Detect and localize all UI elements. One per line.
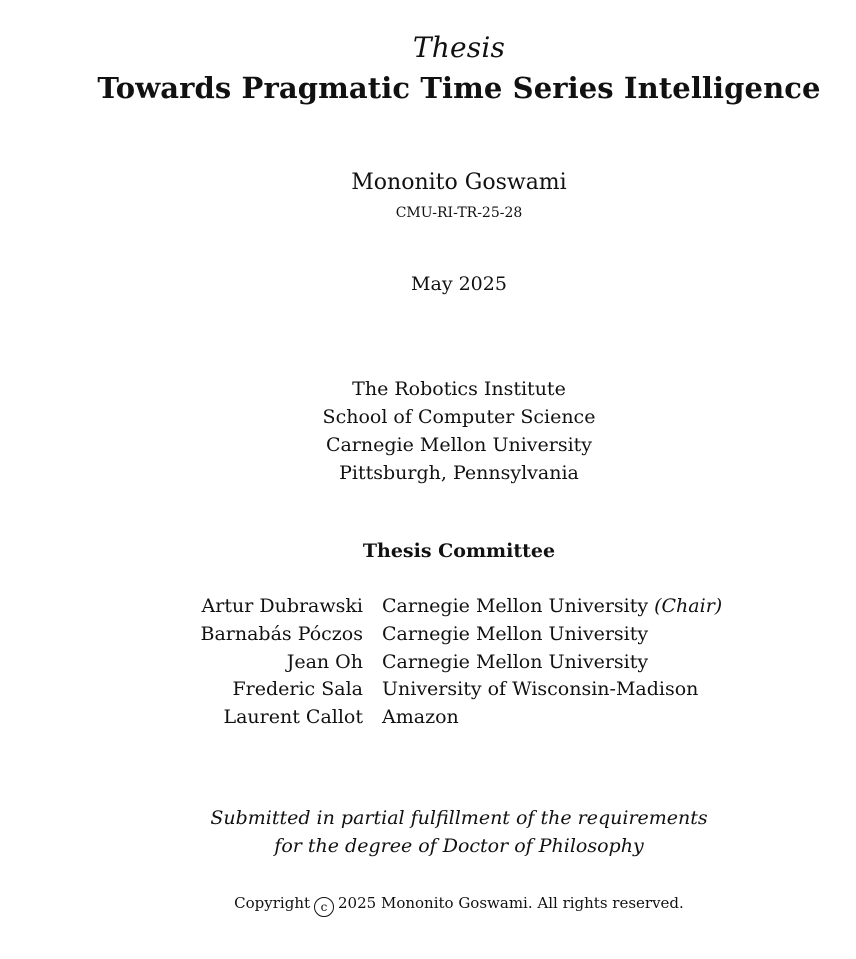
thesis-title: Towards Pragmatic Time Series Intelligence (97, 71, 821, 105)
submission-line: Submitted in partial fulfillment of the requirements (210, 807, 708, 829)
committee-member-row (0, 593, 856, 621)
copyright-symbol-icon: c (314, 897, 334, 917)
member-name: Barnabás Póczos (200, 622, 363, 645)
member-name: Laurent Callot (223, 706, 363, 729)
submission-line: for the degree of Doctor of Philosophy (274, 835, 644, 857)
member-name: Artur Dubrawski (201, 595, 363, 617)
member-affiliation (363, 593, 722, 621)
committee-heading: Thesis Committee (362, 540, 556, 562)
submission-date: May 2025 (411, 273, 507, 295)
committee-list (0, 593, 856, 732)
member-affiliation-text: Amazon (382, 706, 459, 729)
member-role: (Chair) (654, 595, 723, 617)
member-affiliation-text: Carnegie Mellon University (382, 595, 649, 617)
member-affiliation-text: Carnegie Mellon University (382, 650, 649, 673)
author-name: Mononito Goswami (351, 170, 567, 195)
copyright-prefix: Copyright (234, 894, 311, 912)
institution-line: Carnegie Mellon University (325, 434, 593, 456)
report-number: CMU-RI-TR-25-28 (395, 205, 523, 221)
institution-line: The Robotics Institute (352, 378, 566, 400)
member-affiliation-text: Carnegie Mellon University (382, 622, 649, 645)
member-affiliation (363, 649, 648, 677)
copyright-notice (0, 892, 856, 917)
institution-line: Pittsburgh, Pennsylvania (339, 462, 579, 484)
document-type-label: Thesis (412, 31, 506, 64)
committee-member-row (0, 704, 856, 732)
copyright-text: 2025 Mononito Goswami. All rights reserved. (338, 894, 684, 912)
member-affiliation-text: University of Wisconsin-Madison (382, 678, 699, 701)
member-affiliation (363, 704, 459, 732)
institution-line: School of Computer Science (322, 406, 596, 428)
committee-member-row (0, 649, 856, 677)
member-affiliation (363, 676, 698, 704)
submission-statement (0, 804, 856, 860)
member-name: Jean Oh (286, 650, 363, 673)
committee-member-row (0, 621, 856, 649)
committee-member-row (0, 676, 856, 704)
institution-block (0, 375, 856, 487)
member-affiliation (363, 621, 648, 649)
member-name: Frederic Sala (232, 678, 363, 701)
